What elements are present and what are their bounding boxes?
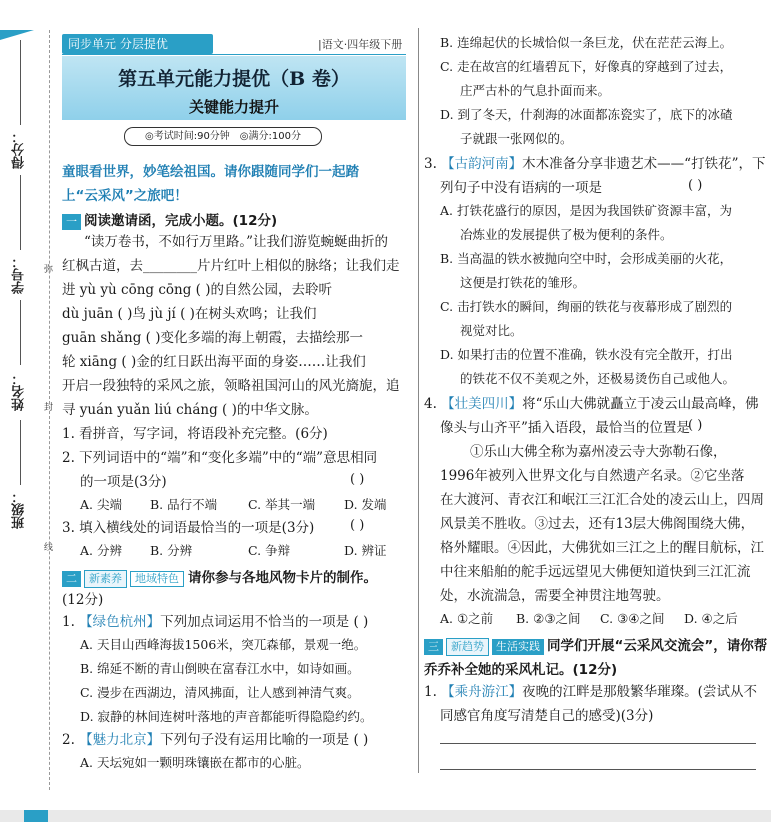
option-b[interactable]: B. 分辨 — [150, 543, 193, 558]
option-a[interactable]: A. ①之前 — [440, 611, 494, 626]
answer-paren[interactable]: ( ) — [350, 518, 365, 533]
answer-paren[interactable]: ( ) — [688, 418, 703, 433]
section-3-title-cont: 乔乔补全她的采风札记。(12分) — [424, 662, 618, 678]
q-label-sichuan: 【壮美四川】 — [441, 396, 523, 412]
answer-line[interactable] — [440, 769, 756, 770]
option-d-cont: 子就跟一张网似的。 — [460, 131, 573, 146]
score-label: 得分： — [12, 130, 27, 169]
option-a-cont: 冶炼业的发展提供了极为便利的条件。 — [460, 227, 673, 242]
passage-line: 处，水流湍急，需要全神贯注地驾驶。 — [440, 588, 670, 604]
name-label: 姓名： — [12, 372, 27, 411]
q-text: 下列句子没有运用比喻的一项是 ( ) — [160, 732, 369, 748]
section-2-tag-new: 新素养 — [84, 570, 127, 588]
section-2-number: 二 — [62, 571, 81, 587]
section-2-tag-region: 地域特色 — [130, 571, 184, 587]
option-d[interactable]: D. 到了冬天，什刹海的冰面都冻瓷实了，底下的冰碴 — [440, 107, 733, 122]
option-a[interactable]: A. 尖端 — [80, 497, 122, 512]
seal-mark-xian: 线 — [44, 543, 54, 553]
section-1-number: 一 — [62, 214, 81, 230]
passage-line: 风景美不胜收。③过去，还有13层大佛阁围绕大佛， — [440, 516, 755, 532]
question-2-1: 1. 【绿色杭州】下列加点词运用不恰当的一项是 ( ) — [62, 614, 369, 630]
footer-accent — [24, 810, 48, 822]
page-subtitle: 关键能力提升 — [188, 98, 279, 116]
option-c-cont: 视觉对比。 — [460, 323, 523, 338]
option-b[interactable]: B. 当高温的铁水被抛向空中时，会形成美丽的火花， — [440, 251, 733, 266]
passage-line: 格外耀眼。④因此，大佛犹如三江之上的醒目航标，江 — [440, 540, 764, 556]
option-d[interactable]: D. ④之后 — [684, 611, 738, 626]
section-3-title: 同学们开展“云采风交流会”，请你帮 — [547, 638, 768, 654]
option-b[interactable]: B. ②③之间 — [516, 611, 581, 626]
passage-line: 红枫古道，去________片片红叶上相似的脉络；让我们走 — [62, 258, 400, 274]
option-c[interactable]: C. 漫步在西湖边，清风拂面，让人感到神清气爽。 — [80, 685, 360, 700]
option-b-cont: 这便是打铁花的雏形。 — [460, 275, 586, 290]
passage-line: 轮 xiāng ( )金的红日跃出海平面的身姿……让我们 — [62, 354, 366, 370]
option-a[interactable]: A. 天坛宛如一颗明珠镶嵌在都市的心脏。 — [80, 755, 310, 770]
unit-strip: 同步单元 分层提优 — [62, 34, 213, 54]
q-label-henan: 【古韵河南】 — [441, 156, 523, 172]
passage-line: dù juān ( )鸟 jù jí ( )在树头欢鸣；让我们 — [62, 306, 317, 322]
name-line — [20, 300, 21, 365]
option-c[interactable]: C. 击打铁水的瞬间，绚丽的铁花与夜幕形成了剧烈的 — [440, 299, 733, 314]
section-3-tag-life: 生活实践 — [492, 639, 544, 655]
q-text: 木木准备分享非遗艺术——“打铁花”，下 — [522, 156, 766, 172]
passage-line: 中往来船舶的舵手远远望见大佛便知道快到三江汇流 — [440, 564, 751, 580]
q-label-beijing: 【魅力北京】 — [79, 732, 161, 748]
question-2-3: 3. 【古韵河南】木木准备分享非遗艺术——“打铁花”，下 — [424, 156, 766, 172]
option-c[interactable]: C. 争辩 — [248, 543, 291, 558]
intro-line-1: 童眼看世界，妙笔绘祖国。请你跟随同学们一起踏 — [62, 164, 359, 180]
option-d[interactable]: D. 发端 — [344, 497, 387, 512]
q-text-cont: 列句子中没有语病的一项是 — [440, 180, 602, 196]
option-c[interactable]: C. ③④之间 — [600, 611, 665, 626]
seal-mark-mi: 弥 — [44, 265, 54, 275]
class-label: 班级： — [12, 490, 27, 529]
section-3-number: 三 — [424, 639, 443, 655]
passage-line: ①乐山大佛全称为嘉州凌云寺大弥勒石像， — [470, 444, 727, 460]
class-line — [20, 420, 21, 485]
question-2-2: 2. 【魅力北京】下列句子没有运用比喻的一项是 ( ) — [62, 732, 369, 748]
id-line — [20, 175, 21, 250]
passage-line: 进 yù yù cōng cōng ( )的自然公园，去聆听 — [62, 282, 332, 298]
section-2-score: (12分) — [62, 592, 104, 608]
option-a[interactable]: A. 分辨 — [80, 543, 122, 558]
passage-line: 开启一段独特的采风之旅，领略祖国河山的风光旖旎，追 — [62, 378, 400, 394]
option-a[interactable]: A. 打铁花盛行的原因，是因为我国铁矿资源丰富，为 — [440, 203, 732, 218]
question-2-line-2: 的一项是(3分) — [80, 474, 167, 490]
q-label-hangzhou: 【绿色杭州】 — [79, 614, 161, 630]
option-b[interactable]: B. 绵延不断的青山倒映在富春江水中，如诗如画。 — [80, 661, 360, 676]
student-id-label: 学号： — [12, 255, 27, 294]
q-text-cont: 同感官角度写清楚自己的感受)(3分) — [440, 708, 654, 724]
question-2-line-1: 2. 下列词语中的“端”和“变化多端”中的“端”意思相同 — [62, 450, 378, 466]
option-d-cont: 的铁花不仅不美观之外，还极易烫伤自己或他人。 — [460, 371, 736, 386]
passage-line: guān shǎng ( )变化多端的海上朝霞，去描绘那一 — [62, 330, 363, 346]
section-3-heading — [424, 634, 767, 656]
passage-line: 寻 yuán yuǎn liú cháng ( )的中华文脉。 — [62, 402, 318, 418]
option-a[interactable]: A. 天目山西峰海拔1506米，突兀森郁，景观一绝。 — [80, 637, 367, 652]
option-b[interactable]: B. 品行不端 — [150, 497, 218, 512]
page-title: 第五单元能力提优（B 卷） — [118, 68, 350, 90]
q-text: 下列加点词运用不恰当的一项是 ( ) — [160, 614, 369, 630]
answer-paren[interactable]: ( ) — [688, 178, 703, 193]
seal-mark-feng: 封 — [44, 403, 54, 413]
option-c[interactable]: C. 举其一端 — [248, 497, 316, 512]
option-c[interactable]: C. 走在故宫的红墙碧瓦下，好像真的穿越到了过去， — [440, 59, 733, 74]
option-d[interactable]: D. 辨证 — [344, 543, 387, 558]
q-text: 将“乐山大佛就矗立于凌云山最高峰，佛 — [522, 396, 759, 412]
score-line — [20, 40, 21, 125]
option-b[interactable]: B. 连绵起伏的长城恰似一条巨龙，伏在茫茫云海上。 — [440, 35, 733, 50]
q-text: 夜晚的江畔是那般繁华璀璨。(尝试从不 — [522, 684, 757, 700]
q-label-river: 【乘舟游江】 — [441, 684, 523, 700]
option-d[interactable]: D. 如果打击的位置不准确，铁水没有完全散开，打出 — [440, 347, 733, 362]
passage-line: 1996年被列入世界文化与自然遗产名录。②它坐落 — [440, 468, 745, 484]
binding-gutter — [0, 0, 54, 822]
q-text-cont: 像头与山齐平”插入语段，最恰当的位置是 — [440, 420, 690, 436]
column-divider — [418, 28, 419, 773]
section-1-title: 阅读邀请函，完成小题。(12分) — [84, 213, 278, 229]
section-1-heading — [62, 209, 277, 230]
answer-line[interactable] — [440, 743, 756, 744]
question-3: 3. 填入横线处的词语最恰当的一项是(3分) — [62, 520, 315, 536]
question-1: 1. 看拼音，写字词，将语段补充完整。(6分) — [62, 426, 328, 442]
section-2-title: 请你参与各地风物卡片的制作。 — [188, 570, 377, 586]
option-c-cont: 庄严古朴的气息扑面而来。 — [460, 83, 611, 98]
passage-line: “读万卷书，不如行万里路。”让我们游览蜿蜒曲折的 — [84, 234, 389, 250]
question-2-4: 4. 【壮美四川】将“乐山大佛就矗立于凌云山最高峰，佛 — [424, 396, 759, 412]
section-2-heading — [62, 566, 377, 588]
header-rule — [62, 54, 406, 55]
answer-paren[interactable]: ( ) — [350, 472, 365, 487]
exam-info: ◎考试时间:90分钟 ◎满分:100分 — [124, 127, 322, 146]
subject-label: |语文·四年级下册 — [318, 38, 403, 51]
cut-line — [49, 30, 50, 790]
option-d[interactable]: D. 寂静的林间连树叶落地的声音都能听得隐隐约约。 — [80, 709, 373, 724]
intro-line-2: 上“云采风”之旅吧！ — [62, 188, 188, 204]
section-3-tag-trend: 新趋势 — [446, 638, 489, 656]
question-3-1: 1. 【乘舟游江】夜晚的江畔是那般繁华璀璨。(尝试从不 — [424, 684, 757, 700]
page-footer-bar — [0, 810, 771, 822]
passage-line: 在大渡河、青衣江和岷江三江汇合处的凌云山上，四周 — [440, 492, 764, 508]
